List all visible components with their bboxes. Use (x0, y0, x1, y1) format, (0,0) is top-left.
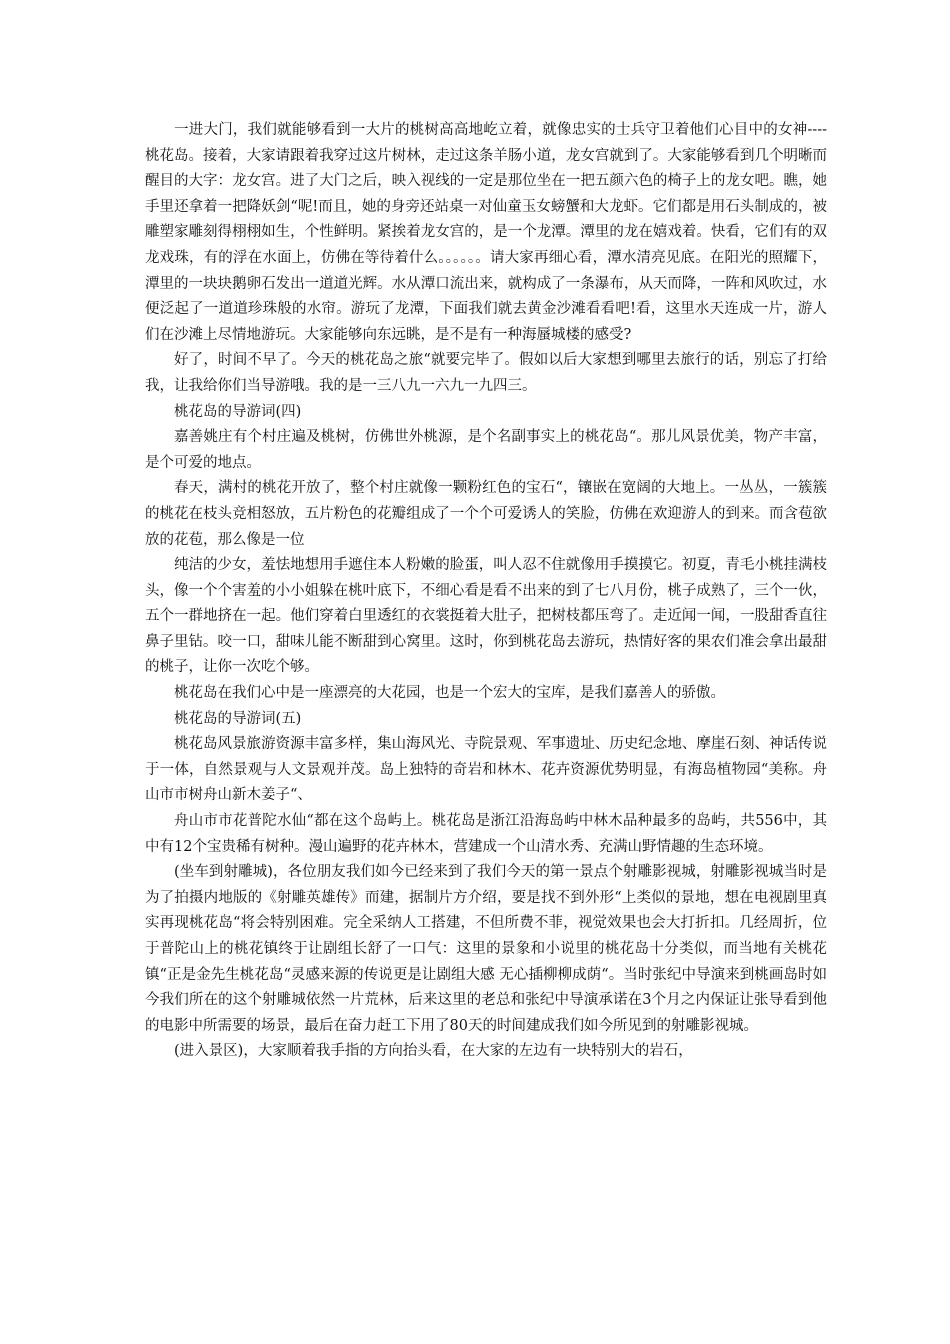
paragraph-resources: 桃花岛风景旅游资源丰富多样，集山海风光、寺院景观、军事遗址、历史纪念地、摩崖石刻、神话传说于一体，自然景观与人文景观并茂。岛上独特的奇岩和林木、花卉资源优势明显，有海岛植物园“美称。舟山市市树舟山新木姜子“、 (145, 736, 827, 804)
paragraph-flora: 舟山市市花普陀水仙“都在这个岛屿上。桃花岛是浙江沿海岛屿中林木品种最多的岛屿，共556中，其中有12个宝贵稀有树种。漫山遍野的花卉林木，营建成一个山清水秀、充满山野情趣的生态环境。 (145, 813, 827, 855)
paragraph-summer: 纯洁的少女，羞怯地想用手遮住本人粉嫩的脸蛋，叫人忍不住就像用手摸摸它。初夏，青毛小桃挂满枝头，像一个个害羞的小小姐躲在桃叶底下，不细心看是看不出来的到了七八月份，桃子成熟了，三个一伙，五个一群地挤在一起。他们穿着白里透红的衣裳挺着大肚子，把树枝都压弯了。走近闻一闻，一股甜香直往鼻子里钻。咬一口，甜味儿能不断甜到心窝里。这时，你到桃花岛去游玩，热情好客的果农们准会拿出最甜的桃子，让你一次吃个够。 (145, 557, 827, 676)
paragraph-spring: 春天，满村的桃花开放了，整个村庄就像一颗粉红色的宝石“，镶嵌在宽阔的大地上。一丛丛，一簇簇的桃花在枝头竞相怒放，五片粉色的花瓣组成了一个个可爱诱人的笑脸，仿佛在欢迎游人的到来。而含苞欲放的花苞，那么像是一位 (145, 480, 827, 548)
paragraph-pride: 桃花岛在我们心中是一座漂亮的大花园，也是一个宏大的宝库，是我们嘉善人的骄傲。 (174, 685, 725, 702)
section-heading-4: 桃花岛的导游词(四) (174, 403, 302, 420)
paragraph-enter-scenic-area: (进入景区)，大家顺着我手指的方向抬头看，在大家的左边有一块特别大的岩石， (174, 1043, 693, 1060)
paragraph-tour-end: 好了，时间不早了。今天的桃花岛之旅“就要完毕了。假如以后大家想到哪里去旅行的话，别忘了打给我，让我给你们当导游哦。我的是一三八九一六九一九四三。 (145, 352, 827, 394)
document-body (145, 118, 827, 1065)
section-heading-5: 桃花岛的导游词(五) (174, 710, 302, 727)
paragraph-jiashan-intro: 嘉善姚庄有个村庄遍及桃树，仿佛世外桃源，是个名副事实上的桃花岛“。那儿风景优美，物产丰富，是个可爱的地点。 (145, 429, 827, 471)
paragraph-longnv-palace: 一进大门，我们就能够看到一大片的桃树高高地屹立着，就像忠实的士兵守卫着他们心目中的女神----桃花岛。接着，大家请跟着我穿过这片树林，走过这条羊肠小道，龙女宫就到了。大家能够看到几个明晰而醒目的大字：龙女宫。进了大门之后，映入视线的一定是那位坐在一把五颜六色的椅子上的龙女吧。瞧，她手里还拿着一把降妖剑“呢!而且，她的身旁还站桌一对仙童玉女螃蟹和大龙虾。它们都是用石头制成的，被雕塑家雕刻得栩栩如生，个性鲜明。紧挨着龙女宫的，是一个龙潭。潭里的龙在嬉戏着。快看，它们有的双龙戏珠，有的浮在水面上，仿佛在等待着什么。。。。。。请大家再细心看，潭水清亮见底。在阳光的照耀下，潭里的一块块鹅卵石发出一道道光辉。水从潭口流出来，就构成了一条瀑布，从天而降，一阵和风吹过，水便泛起了一道道珍珠般的水帘。游玩了龙潭，下面我们就去黄金沙滩看看吧!看，这里水天连成一片，游人们在沙滩上尽情地游玩。大家能够向东远眺，是不是有一种海蜃城楼的感受? (145, 122, 827, 343)
paragraph-shediao-city: (坐车到射雕城)，各位朋友我们如今已经来到了我们今天的第一景点个射雕影视城，射雕影视城当时是为了拍摄内地版的《射雕英雄传》而建，据制片方介绍，要是找不到外形“上类似的景地，想在电视剧里真实再现桃花岛“将会特别困难。完全采纳人工搭建，不但所费不菲，视觉效果也会大打折扣。几经周折，位于普陀山上的桃花镇终于让剧组长舒了一口气：这里的景象和小说里的桃花岛十分类似，而当地有关桃花镇“正是金先生桃花岛“灵感来源的传说更是让剧组大感 无心插柳柳成荫“。当时张纪中导演来到桃画岛时如今我们所在的这个射雕城依然一片荒林，后来这里的老总和张纪中导演承诺在3个月之内保证让张导看到他的电影中所需要的场景，最后在奋力赶工下用了80天的时间建成我们如今所见到的射雕影视城。 (145, 864, 827, 1034)
